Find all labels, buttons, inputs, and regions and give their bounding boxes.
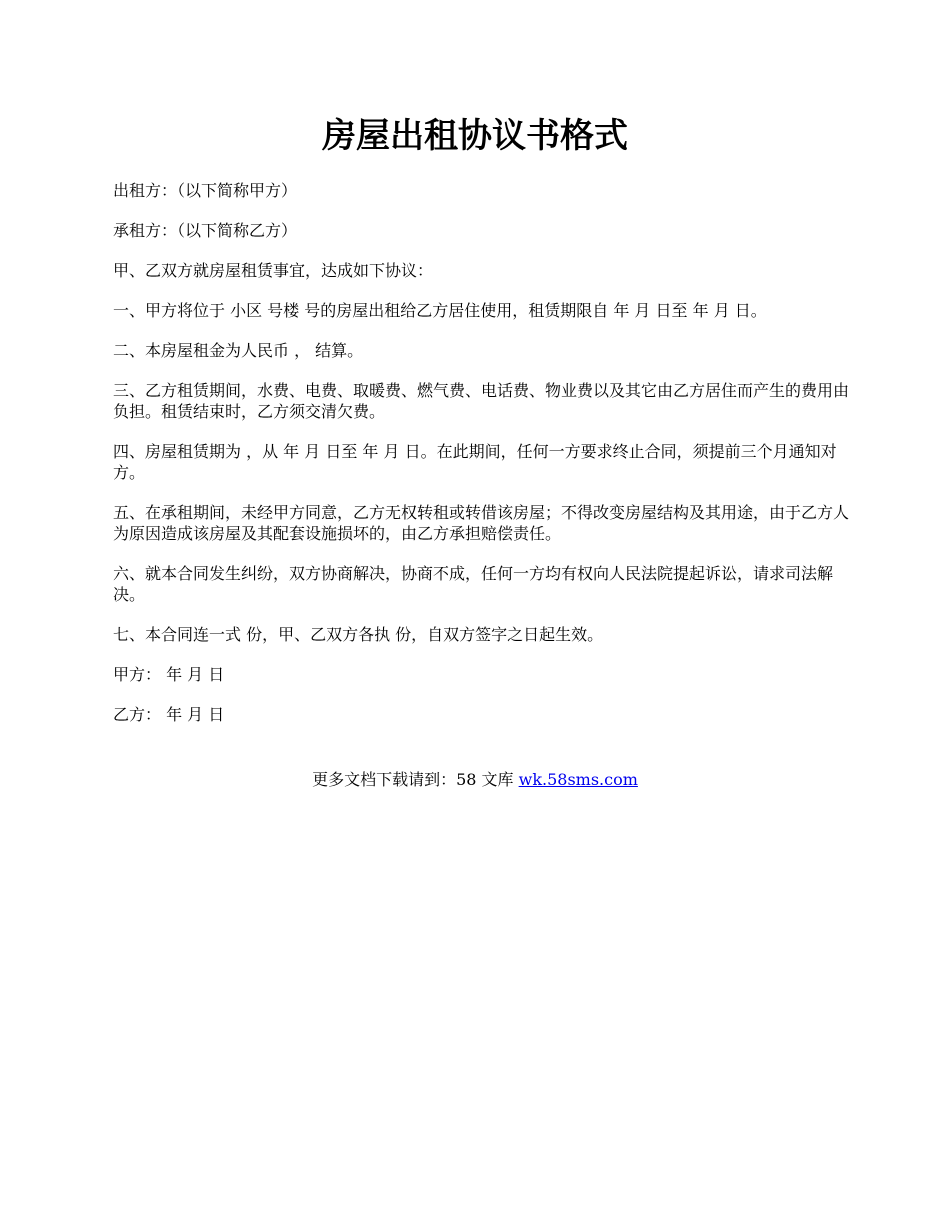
footer-text: 更多文档下载请到：58 文库 — [312, 770, 519, 789]
paragraph-lessee: 承租方：（以下简称乙方） — [113, 221, 298, 240]
paragraph-agreement-intro: 甲、乙双方就房屋租赁事宜，达成如下协议： — [113, 261, 434, 280]
paragraph-clause-7: 七、本合同连一式 份，甲、乙双方各执 份，自双方签字之日起生效。 — [113, 625, 604, 644]
paragraph-clause-5: 五、在承租期间，未经甲方同意，乙方无权转租或转借该房屋；不得改变房屋结构及其用途，由于乙方人为原因造成该房屋及其配套设施损坏的，由乙方承担赔偿责任。 — [113, 503, 850, 543]
signature-party-b: 乙方： 年 月 日 — [113, 705, 225, 724]
paragraph-clause-4: 四、房屋租赁期为 ，从 年 月 日至 年 月 日。在此期间，任何一方要求终止合同，须提前三个月通知对方。 — [113, 442, 837, 482]
paragraph-clause-1: 一、甲方将位于 小区 号楼 号的房屋出租给乙方居住使用，租赁期限自 年 月 日至 年 月 日。 — [113, 301, 767, 320]
footer — [0, 769, 950, 790]
paragraph-clause-6: 六、就本合同发生纠纷，双方协商解决，协商不成，任何一方均有权向人民法院提起诉讼，请求司法解决。 — [113, 564, 834, 604]
paragraph-lessor: 出租方：（以下简称甲方） — [113, 181, 298, 200]
paragraph-clause-2: 二、本房屋租金为人民币 ， 结算。 — [113, 341, 364, 360]
paragraph-clause-3: 三、乙方租赁期间，水费、电费、取暖费、燃气费、电话费、物业费以及其它由乙方居住而产生的费用由 负担。租赁结束时，乙方须交清欠费。 — [113, 381, 850, 421]
document-title: 房屋出租协议书格式 — [322, 116, 628, 156]
signature-party-a: 甲方： 年 月 日 — [113, 665, 225, 684]
footer-link[interactable]: wk.58sms.com — [518, 770, 638, 789]
document-body — [113, 180, 858, 744]
